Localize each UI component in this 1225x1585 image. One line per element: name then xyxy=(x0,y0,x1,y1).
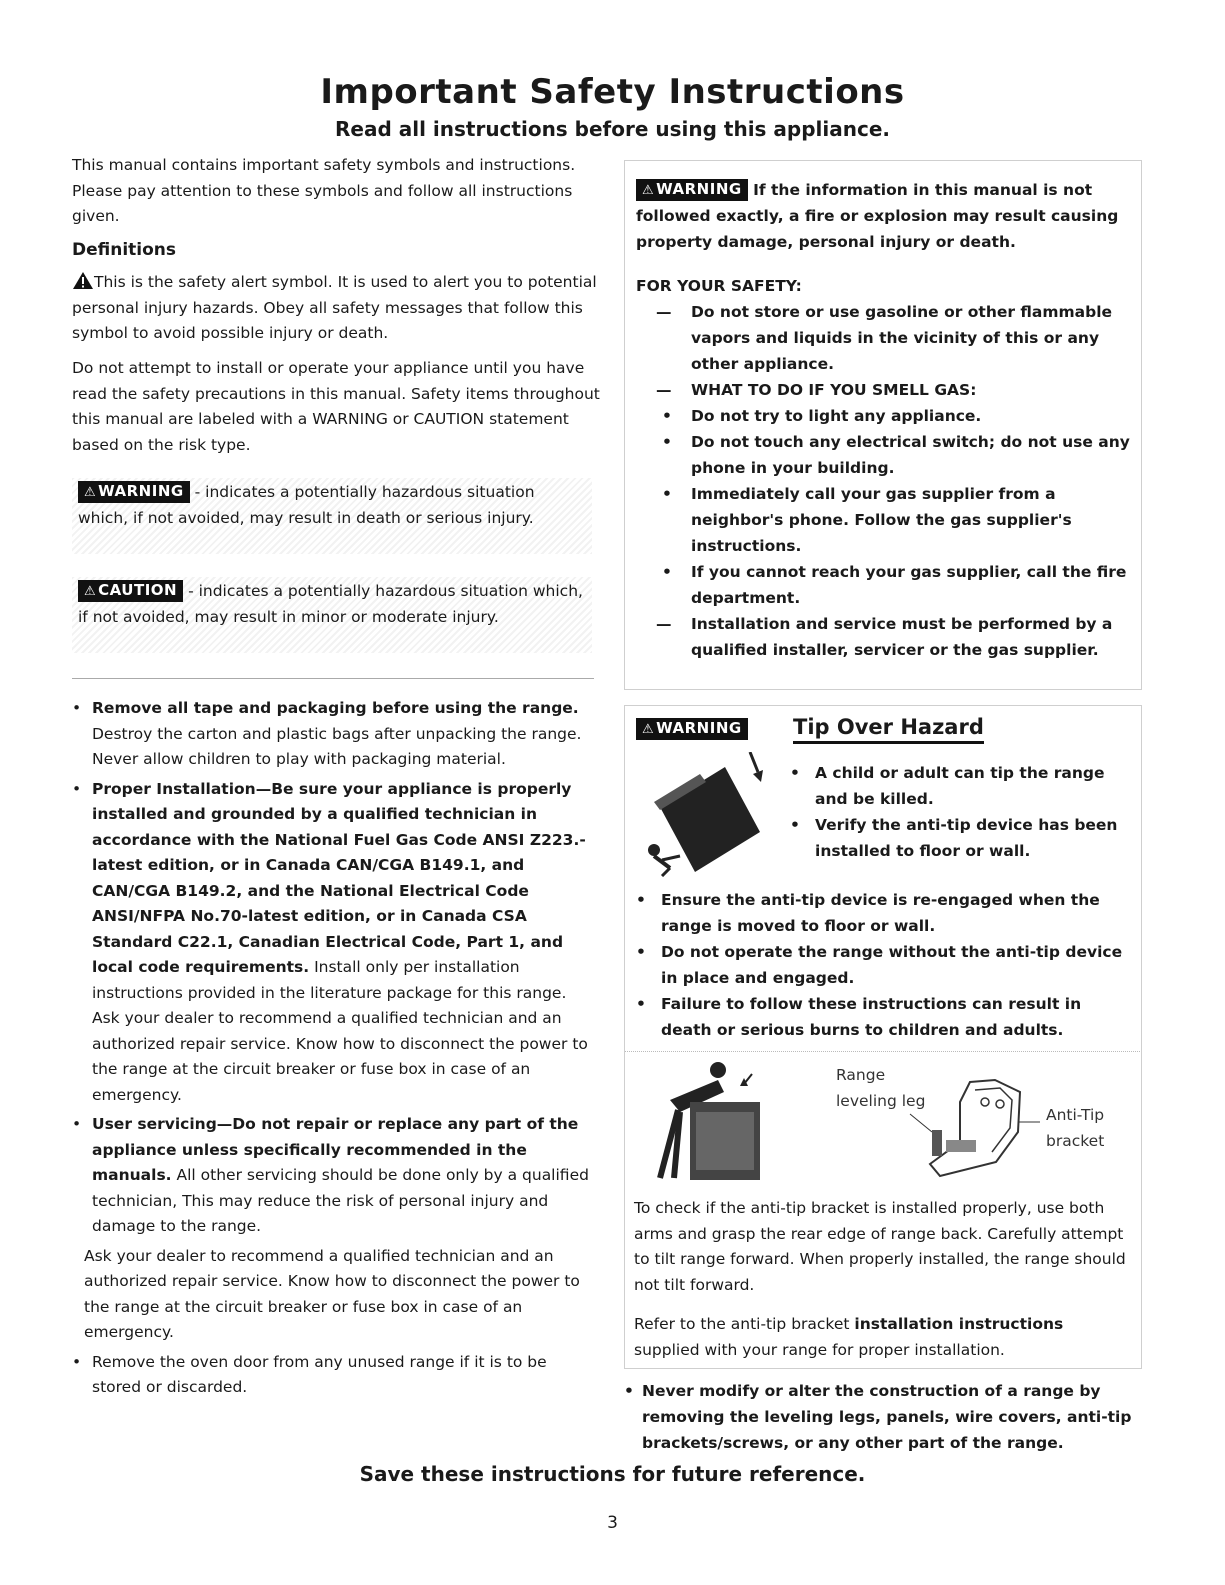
caution-signal-label: ⚠ CAUTION xyxy=(78,580,183,602)
gas-warning-lead: ⚠ WARNING If the information in this manual is not followed exactly, a fire or explosion may result causing property damage, personal injury or death. xyxy=(636,180,1119,251)
tipping-range-illustration xyxy=(640,752,785,877)
alert-triangle-icon: ⚠ xyxy=(84,584,97,599)
alert-triangle-icon: ⚠ xyxy=(642,722,655,737)
warning-signal-label: ⚠ WARNING xyxy=(78,481,190,503)
safety-alert-icon xyxy=(72,271,94,290)
tip-over-bullets xyxy=(636,887,1134,1043)
list-item: — Installation and service must be performed by a qualified installer, servicer or the gas supplier. xyxy=(656,615,1113,659)
page-subtitle: Read all instructions before using this appliance. xyxy=(334,117,891,141)
list-item: • User servicing—Do not repair or replace any part of the appliance unless specifically recommended in the manuals. All other servicing should be done only by a qualified technician, This may reduce the risk of personal injury and damage to the range. Ask your dealer to recommend a qualified technician and an authorized repair service. Know how to disconnect the power to the range at the circuit breaker or fuse box in case of an emergency. xyxy=(72,1112,594,1346)
list-item: • Do not try to light any appliance. xyxy=(662,407,982,425)
caution-definition-block xyxy=(72,577,592,653)
for-your-safety-heading: FOR YOUR SAFETY: xyxy=(636,277,802,295)
section-divider xyxy=(72,678,594,679)
tip-over-top-bullets xyxy=(790,760,1130,864)
warning-definition-text: - indicates a potentially hazardous situation which, if not avoided, may result in death or serious injury. xyxy=(78,483,535,527)
list-item: • Remove all tape and packaging before using the range. Destroy the carton and plastic bags after unpacking the range. Never allow children to play with packaging material. xyxy=(72,696,594,773)
gas-warning-content xyxy=(636,177,1132,663)
left-bullet-list xyxy=(72,696,594,1401)
anti-tip-bracket-illustration xyxy=(900,1072,1050,1182)
anti-tip-check-paragraph: To check if the anti-tip bracket is installed properly, use both arms and grasp the rear edge of range back. Carefully attempt to tilt range forward. When properly installed, the range should not tilt forward. xyxy=(634,1199,1126,1294)
diagram-label-anti-tip: Anti-Tip bracket xyxy=(1046,1106,1105,1150)
list-item: — Do not store or use gasoline or other flammable vapors and liquids in the vicinity of this or any other appliance. xyxy=(656,303,1113,373)
list-item: • Do not touch any electrical switch; do not use any phone in your building. xyxy=(662,433,1130,477)
diagram-label-range: Range leveling leg xyxy=(836,1066,926,1110)
list-item: • Failure to follow these instructions can result in death or serious burns to children and adults. xyxy=(636,991,1134,1043)
anti-tip-refer-paragraph: Refer to the anti-tip bracket installation instructions supplied with your range for proper installation. xyxy=(634,1315,1064,1359)
list-item: • Ensure the anti-tip device is re-engaged when the range is moved to floor or wall. xyxy=(636,887,1134,939)
page-title: Important Safety Instructions xyxy=(320,72,905,112)
footer-save-note: Save these instructions for future reference. xyxy=(359,1462,866,1486)
intro-paragraph: This manual contains important safety symbols and instructions. Please pay attention to these symbols and follow all instructions given. xyxy=(72,156,576,225)
section-divider xyxy=(625,1051,1140,1052)
list-item: • Immediately call your gas supplier from a neighbor's phone. Follow the gas supplier's instructions. xyxy=(662,485,1072,555)
list-item: • Never modify or alter the construction of a range by removing the leveling legs, panels, wire covers, anti-tip brackets/screws, or any other part of the range. xyxy=(624,1378,1136,1456)
alert-triangle-icon: ⚠ xyxy=(84,485,97,500)
list-item: — WHAT TO DO IF YOU SMELL GAS: xyxy=(656,381,977,399)
definitions-paragraph: Do not attempt to install or operate your appliance until you have read the safety precautions in this manual. Safety items throughout this manual are labeled with a WARNING or CAUTION statement based on the risk type. xyxy=(72,359,600,454)
list-item: • Proper Installation—Be sure your appliance is properly installed and grounded by a qualified technician in accordance with the National Fuel Gas Code ANSI Z223.- latest edition, or in Canada CAN/CGA B149.1, and CAN/CGA B149.2, and the National Electrical Code ANSI/NFPA No.70-latest edition, or in Canada CSA Standard C22.1, Canadian Electrical Code, Part 1, and local code requirements. Install only per installation instructions provided in the literature package for this range. Ask your dealer to recommend a qualified technician and an authorized repair service. Know how to disconnect the power to the range at the circuit breaker or fuse box in case of an emergency. xyxy=(72,777,594,1109)
list-item: • Remove the oven door from any unused range if it is to be stored or discarded. xyxy=(72,1350,594,1401)
alert-triangle-icon: ⚠ xyxy=(642,183,655,198)
alert-text: This is the safety alert symbol. It is used to alert you to potential personal injury hazards. Obey all safety messages that follow this symbol to avoid possible injury or death. xyxy=(72,273,597,342)
list-item: • If you cannot reach your gas supplier, call the fire department. xyxy=(662,563,1127,607)
warning-definition-block xyxy=(72,478,592,554)
page-number: 3 xyxy=(607,1513,618,1533)
tip-over-heading: Tip Over Hazard xyxy=(793,713,984,744)
tip-over-warning-label: ⚠ WARNING xyxy=(636,718,748,740)
list-item: • Do not operate the range without the anti-tip device in place and engaged. xyxy=(636,939,1134,991)
list-item: • Verify the anti-tip device has been installed to floor or wall. xyxy=(790,812,1130,864)
alert-paragraph xyxy=(72,270,602,347)
right-last-bullet xyxy=(624,1378,1136,1456)
list-item: • A child or adult can tip the range and be killed. xyxy=(790,760,1130,812)
definitions-heading: Definitions xyxy=(72,240,177,260)
person-testing-range-illustration xyxy=(640,1060,790,1180)
warning-signal-label: ⚠ WARNING xyxy=(636,179,748,201)
caution-definition-text: - indicates a potentially hazardous situation which, if not avoided, may result in minor or moderate injury. xyxy=(78,582,583,626)
